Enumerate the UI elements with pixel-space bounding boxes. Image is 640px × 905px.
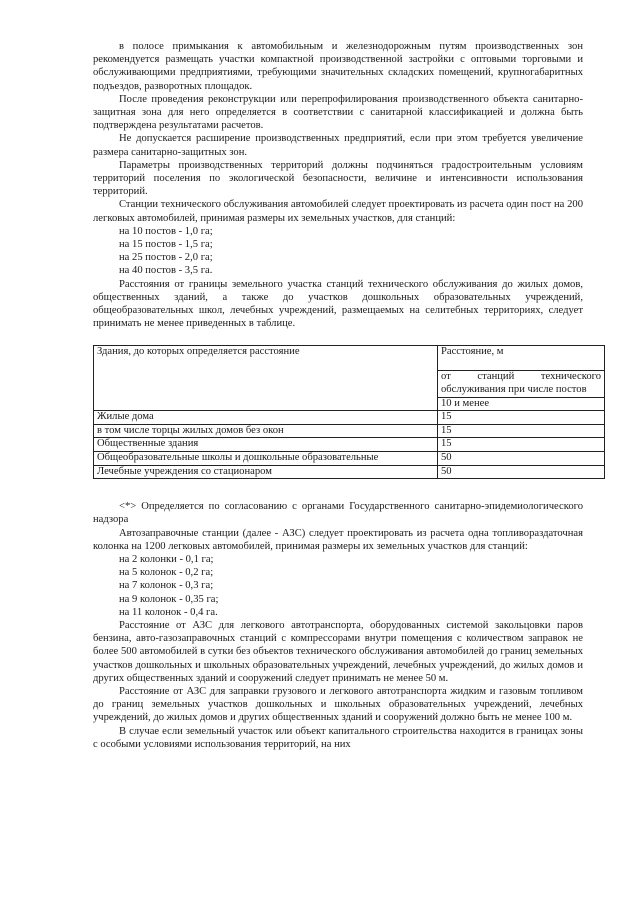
table-cell-value: 15 xyxy=(438,411,605,425)
paragraph-distance: Расстояния от границы земельного участка станций технического обслуживания до жилых домов, общественных зданий, а также до участков дошкольных образовательных учреждений, общеобразовательных школ, лечебных учреждений, размещаемых на селитебных территориях, следует принимать не менее приведенных в таблице. xyxy=(93,278,583,330)
table-cell-name: Общеобразовательные школы и дошкольные образовательные xyxy=(94,452,438,466)
table-subheader: от станций технического обслуживания при числе постов xyxy=(438,371,605,397)
list-item: на 10 постов - 1,0 га; xyxy=(119,225,213,237)
paragraph-azs-truck: Расстояние от АЗС для заправки грузового и легкового автотранспорта жидким и газовым топливом до границ земельных участков дошкольных и школьных образовательных учреждений, лечебных учреждений, до жилых домов и других общественных зданий и сооружений должно быть не менее 100 м. xyxy=(93,686,583,724)
list-item: на 40 постов - 3,5 га. xyxy=(119,265,213,277)
list-item: на 9 колонок - 0,35 га; xyxy=(119,593,219,605)
table-row xyxy=(94,465,605,479)
list-item: на 5 колонок - 0,2 га; xyxy=(119,567,214,579)
table-cell-value: 50 xyxy=(438,452,605,466)
paragraph-parameters: Параметры производственных территорий должны подчиняться градостроительным условиям территорий поселения по экологической безопасности, величине и интенсивности использования территорий. xyxy=(93,159,583,198)
paragraph-reconstruction: После проведения реконструкции или перепрофилирования производственного объекта санитарно-защитная зона для него определяется в соответствии с санитарной классификацией и должна быть подтверждена результатами расчетов. xyxy=(93,93,583,132)
table-cell-value: 15 xyxy=(438,424,605,438)
table-cell-name: Общественные здания xyxy=(94,438,438,452)
top-text-block xyxy=(93,40,601,751)
table-row xyxy=(94,411,605,425)
table-cell-value: 50 xyxy=(438,465,605,479)
paragraph-special-zones: В случае если земельный участок или объект капитального строительства находится в границах зоны с особыми условиями использования территорий, на них xyxy=(93,725,583,750)
table-row xyxy=(94,424,605,438)
table-subsubheader: 10 и менее xyxy=(438,397,605,411)
table-header-row xyxy=(94,346,605,371)
table-cell-name: Лечебные учреждения со стационаром xyxy=(94,465,438,479)
paragraph-expansion: Не допускается расширение производственных предприятий, если при этом требуется увеличение размера санитарно-защитных зон. xyxy=(93,133,583,158)
azs-list xyxy=(93,553,583,619)
list-item: на 7 колонок - 0,3 га; xyxy=(119,580,214,592)
table-cell-name: в том числе торцы жилых домов без окон xyxy=(94,424,438,438)
table-cell-value: 15 xyxy=(438,438,605,452)
paragraph-azs-light: Расстояние от АЗС для легкового автотранспорта, оборудованных системой закольцовки паров бензина, авто-газозаправочных станций с компрессорами внутри помещения с количеством заправок не более 500 автомобилей в сутки без объектов технического обслуживания автомобилей до границ земельных участков дошкольных и школьных образовательных учреждений, лечебных учреждений, до жилых домов и других общественных зданий и сооружений следует принимать не менее 50 м. xyxy=(93,620,583,684)
list-item: на 2 колонки - 0,1 га; xyxy=(119,554,214,566)
table-header-distance: Расстояние, м xyxy=(438,346,605,371)
paragraph-azs: Автозаправочные станции (далее - АЗС) следует проектировать из расчета одна топливораздаточная колонка на 1200 легковых автомобилей, принимая размеры их земельных участков для станций: xyxy=(93,527,583,552)
distance-table xyxy=(93,345,605,479)
paragraph-industrial-zones: в полосе примыкания к автомобильным и железнодорожным путям производственных зон рекомендуется размещать участки компактной производственной застройки с оптовыми торговыми и обслуживающими предприятиями, требующими значительных складских помещений, крупногабаритных подъездов, разворотных площадок. xyxy=(93,41,583,92)
list-item: на 25 постов - 2,0 га; xyxy=(119,252,213,264)
table-header-buildings: Здания, до которых определяется расстояние xyxy=(94,346,438,411)
list-item: на 15 постов - 1,5 га; xyxy=(119,239,213,251)
table-cell-name: Жилые дома xyxy=(94,411,438,425)
table-row xyxy=(94,452,605,466)
footnote: <*> Определяется по согласованию с органами Государственного санитарно-эпидемиологического надзора xyxy=(93,501,583,526)
service-station-list xyxy=(93,225,583,278)
list-item: на 11 колонок - 0,4 га. xyxy=(119,606,218,618)
paragraph-service-stations: Станции технического обслуживания автомобилей следует проектировать из расчета один пост на 200 легковых автомобилей, принимая размеры их земельных участков, для станций: xyxy=(93,199,583,224)
table-row xyxy=(94,438,605,452)
